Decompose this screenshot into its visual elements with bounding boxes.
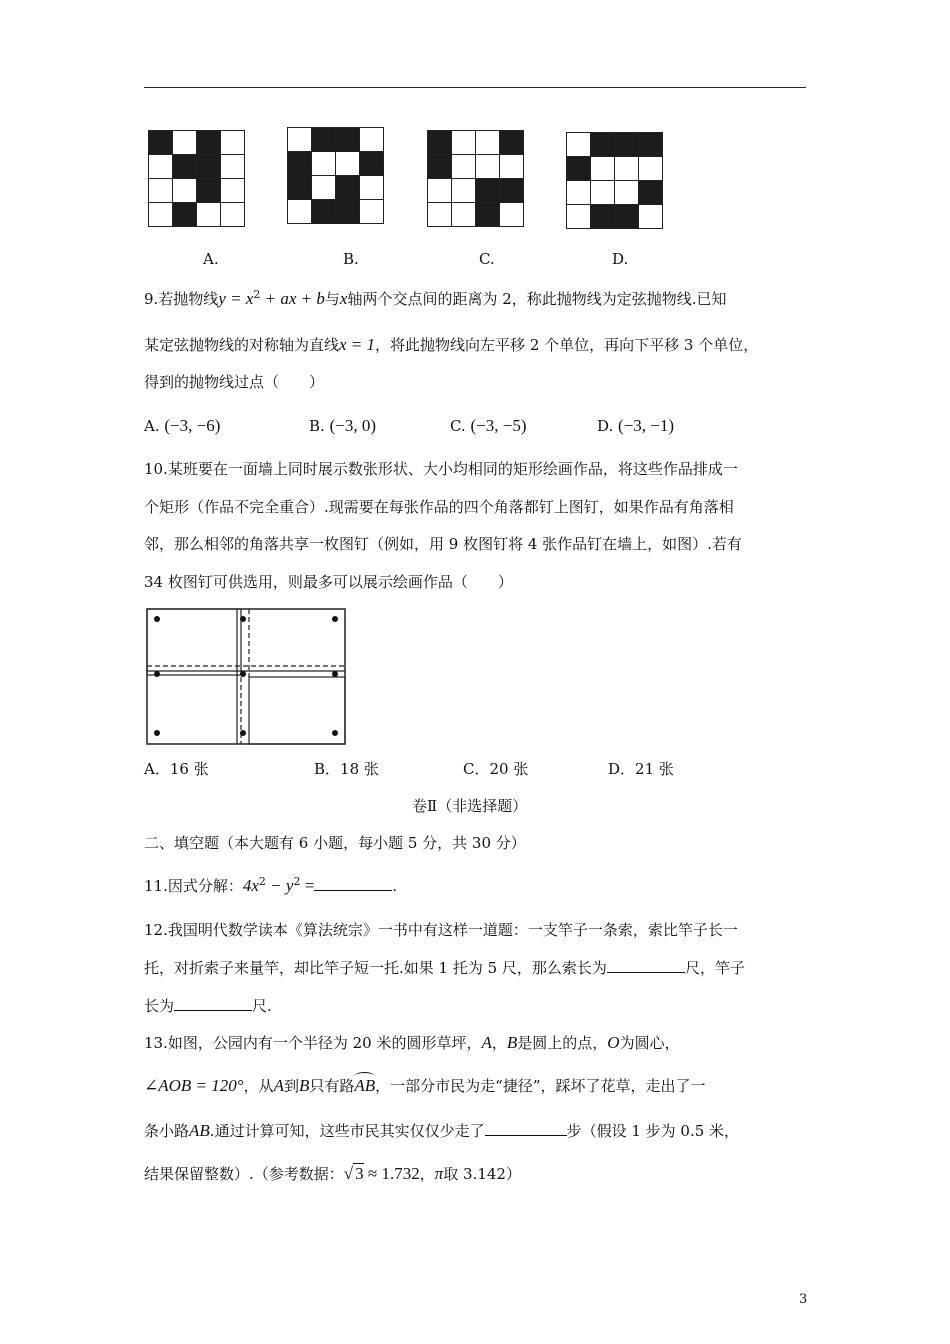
empty-cell bbox=[336, 152, 360, 176]
filled-cell bbox=[639, 133, 663, 157]
q8-option-d: D. bbox=[612, 250, 629, 268]
empty-cell bbox=[476, 155, 500, 179]
empty-cell bbox=[173, 131, 197, 155]
q10-line-4: 34 枚图钉可供选用，则最多可以展示绘画作品（ ） bbox=[144, 573, 513, 591]
pin bbox=[240, 616, 246, 622]
filled-cell bbox=[591, 133, 615, 157]
q12-line-2: 托，对折索子来量竿，却比竿子短一托.如果 1 托为 5 尺，那么索长为 尺，竿子 bbox=[144, 959, 745, 977]
empty-cell bbox=[288, 200, 312, 224]
filled-cell bbox=[288, 152, 312, 176]
empty-cell bbox=[567, 133, 591, 157]
q10-line-3: 邻，那么相邻的角落共享一枚图钉（例如，用 9 枚图钉将 4 张作品钉在墙上，如图）.若有 bbox=[144, 535, 742, 553]
filled-cell bbox=[336, 200, 360, 224]
q9-line-2: 某定弦抛物线的对称轴为直线x = 1，将此抛物线向左平移 2 个单位，再向下平移 3 个单位， bbox=[144, 335, 759, 354]
q12-line-1: 12.我国明代数学读本《算法统宗》一书中有这样一道题：一支竿子一条索，索比竿子长一 bbox=[144, 921, 738, 939]
pin bbox=[154, 671, 160, 677]
filled-cell bbox=[360, 152, 384, 176]
filled-cell bbox=[428, 155, 452, 179]
q9-line-1: 9.若抛物线$y = x^2$ + ax + b与x轴两个交点间的距离为 2，称此抛物线为定弦抛物线.已知 bbox=[144, 288, 727, 308]
filled-cell bbox=[197, 131, 221, 155]
empty-cell bbox=[452, 179, 476, 203]
empty-cell bbox=[312, 176, 336, 200]
pin bbox=[332, 730, 338, 736]
empty-cell bbox=[149, 179, 173, 203]
q10-option-c: C．20 张 bbox=[463, 760, 529, 778]
empty-cell bbox=[428, 203, 452, 227]
empty-cell bbox=[149, 155, 173, 179]
empty-cell bbox=[360, 176, 384, 200]
filled-cell bbox=[312, 200, 336, 224]
empty-cell bbox=[312, 152, 336, 176]
filled-cell bbox=[615, 133, 639, 157]
q10-line-1: 10.某班要在一面墙上同时展示数张形状、大小均相同的矩形绘画作品，将这些作品排成一 bbox=[144, 460, 738, 478]
filled-cell bbox=[591, 205, 615, 229]
q9-option-b: B. (−3, 0) bbox=[309, 416, 376, 435]
pins-diagram bbox=[145, 607, 349, 749]
filled-cell bbox=[312, 128, 336, 152]
empty-cell bbox=[173, 179, 197, 203]
filled-cell bbox=[500, 131, 524, 155]
filled-cell bbox=[173, 155, 197, 179]
empty-cell bbox=[360, 128, 384, 152]
empty-cell bbox=[221, 203, 245, 227]
empty-cell bbox=[452, 155, 476, 179]
empty-cell bbox=[197, 203, 221, 227]
pin bbox=[332, 616, 338, 622]
filled-cell bbox=[567, 157, 591, 181]
filled-cell bbox=[615, 205, 639, 229]
pin bbox=[154, 730, 160, 736]
q13-line-4: 结果保留整数）.（参考数据：√ 3 ≈ 1.732，π取 3.142） bbox=[144, 1164, 521, 1183]
q10-option-b: B．18 张 bbox=[314, 760, 379, 778]
empty-cell bbox=[288, 128, 312, 152]
q9-option-d: D. (−3, −1) bbox=[597, 416, 675, 435]
page-number: 3 bbox=[799, 1292, 808, 1307]
section-heading: 二、填空题（本大题有 6 小题，每小题 5 分，共 30 分） bbox=[144, 834, 526, 852]
filled-cell bbox=[639, 181, 663, 205]
empty-cell bbox=[591, 157, 615, 181]
empty-cell bbox=[360, 200, 384, 224]
filled-cell bbox=[476, 203, 500, 227]
pin bbox=[240, 730, 246, 736]
q13-line-2: ∠AOB = 120°，从A到B只有路AB，一部分市民为走“捷径”，踩坏了花草，走出了一 bbox=[144, 1076, 706, 1095]
filled-cell bbox=[173, 203, 197, 227]
empty-cell bbox=[639, 157, 663, 181]
empty-cell bbox=[591, 181, 615, 205]
empty-cell bbox=[452, 203, 476, 227]
q8-option-c: C. bbox=[479, 250, 495, 268]
filled-cell bbox=[197, 179, 221, 203]
q9-option-c: C. (−3, −5) bbox=[450, 416, 527, 435]
empty-cell bbox=[221, 155, 245, 179]
figure-option-b bbox=[287, 127, 384, 224]
answer-blank[interactable] bbox=[314, 876, 392, 891]
q10-option-d: D．21 张 bbox=[608, 760, 674, 778]
figure-option-d bbox=[566, 132, 663, 229]
pin bbox=[332, 671, 338, 677]
pin bbox=[154, 616, 160, 622]
empty-cell bbox=[615, 181, 639, 205]
filled-cell bbox=[500, 179, 524, 203]
q10-line-2: 个矩形（作品不完全重合）.现需要在每张作品的四个角落都钉上图钉，如果作品有角落相 bbox=[144, 498, 734, 516]
filled-cell bbox=[336, 128, 360, 152]
pin bbox=[240, 671, 246, 677]
empty-cell bbox=[615, 157, 639, 181]
q11-line: 11.因式分解：$4x^2 - y^2$ = . bbox=[144, 875, 398, 895]
header-rule bbox=[144, 87, 806, 88]
empty-cell bbox=[476, 131, 500, 155]
empty-cell bbox=[639, 205, 663, 229]
figure-option-a bbox=[148, 130, 245, 227]
empty-cell bbox=[567, 181, 591, 205]
arc-ab: AB bbox=[354, 1076, 376, 1095]
answer-blank[interactable] bbox=[607, 958, 685, 973]
q12-line-3: 长为 尺. bbox=[144, 997, 272, 1015]
filled-cell bbox=[428, 131, 452, 155]
empty-cell bbox=[500, 155, 524, 179]
empty-cell bbox=[149, 203, 173, 227]
figure-option-c bbox=[427, 130, 524, 227]
empty-cell bbox=[428, 179, 452, 203]
empty-cell bbox=[452, 131, 476, 155]
empty-cell bbox=[500, 203, 524, 227]
filled-cell bbox=[288, 176, 312, 200]
filled-cell bbox=[197, 155, 221, 179]
empty-cell bbox=[221, 131, 245, 155]
empty-cell bbox=[221, 179, 245, 203]
filled-cell bbox=[149, 131, 173, 155]
filled-cell bbox=[336, 176, 360, 200]
q13-line-1: 13.如图，公园内有一个半径为 20 米的圆形草坪，A，B是圆上的点，O为圆心， bbox=[144, 1033, 680, 1052]
empty-cell bbox=[567, 205, 591, 229]
q10-option-a: A．16 张 bbox=[144, 760, 209, 778]
answer-blank[interactable] bbox=[485, 1121, 567, 1136]
answer-blank[interactable] bbox=[174, 996, 252, 1011]
q8-option-b: B. bbox=[343, 250, 359, 268]
q9-line-3: 得到的抛物线过点（ ） bbox=[144, 373, 325, 391]
q13-line-3: 条小路AB.通过计算可知，这些市民其实仅仅少走了 步（假设 1 步为 0.5 米， bbox=[144, 1121, 740, 1140]
q9-option-a: A. (−3, −6) bbox=[144, 416, 221, 435]
q8-option-a: A. bbox=[203, 250, 219, 268]
section-title: 卷Ⅱ（非选择题） bbox=[412, 797, 528, 815]
filled-cell bbox=[476, 179, 500, 203]
